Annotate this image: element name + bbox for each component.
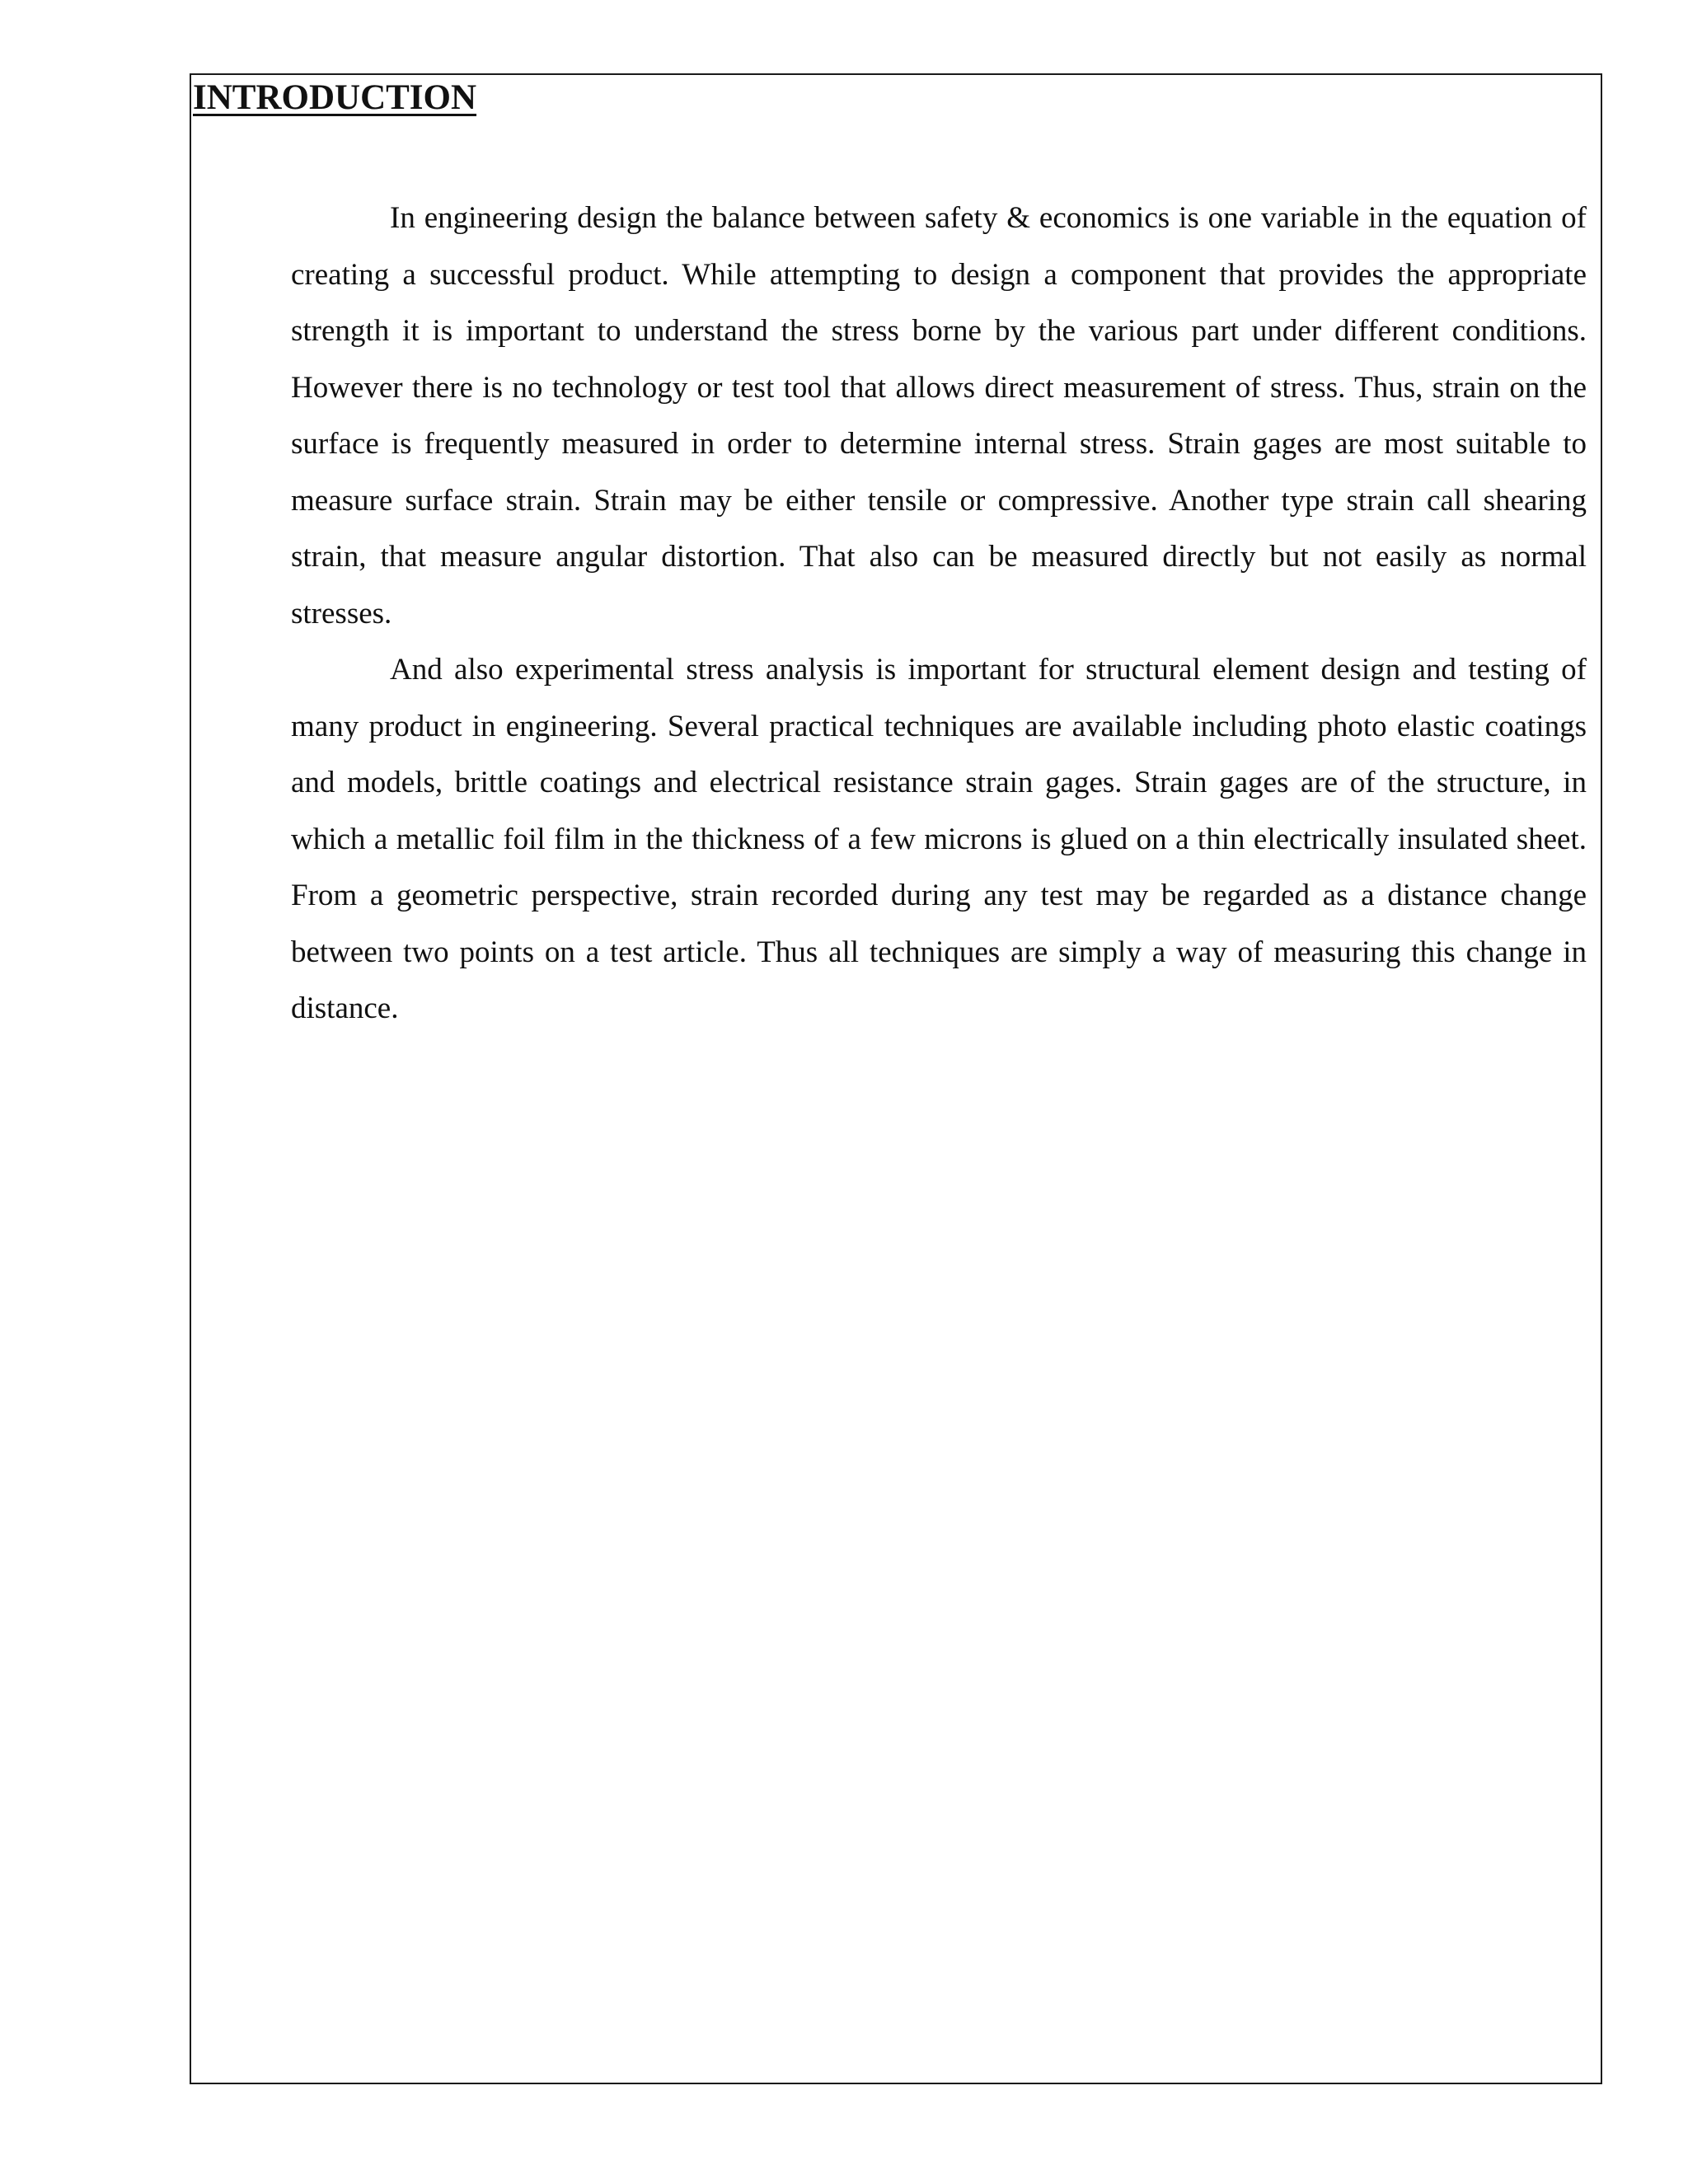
section-heading: INTRODUCTION [193, 78, 477, 117]
body-text [291, 190, 1587, 1038]
paragraph-1: In engineering design the balance between safety & economics is one variable in the equation of creating a successful product. While attempting to design a component that provides the appropriate strength it is important to understand the stress borne by the various part under different conditions. However there is no technology or test tool that allows direct measurement of stress. Thus, strain on the surface is frequently measured in order to determine internal stress. Strain gages are most suitable to measure surface strain. Strain may be either tensile or compressive. Another type strain call shearing strain, that measure angular distortion. That also can be measured directly but not easily as normal stresses. [291, 201, 1587, 630]
paragraph-2: And also experimental stress analysis is important for structural element design and testing of many product in engineering. Several practical techniques are available including photo elastic coatings and models, brittle coatings and electrical resistance strain gages. Strain gages are of the structure, in which a metallic foil film in the thickness of a few microns is glued on a thin electrically insulated sheet. From a geometric perspective, strain recorded during any test may be regarded as a distance change between two points on a test article. Thus all techniques are simply a way of measuring this change in distance. [291, 653, 1587, 1025]
